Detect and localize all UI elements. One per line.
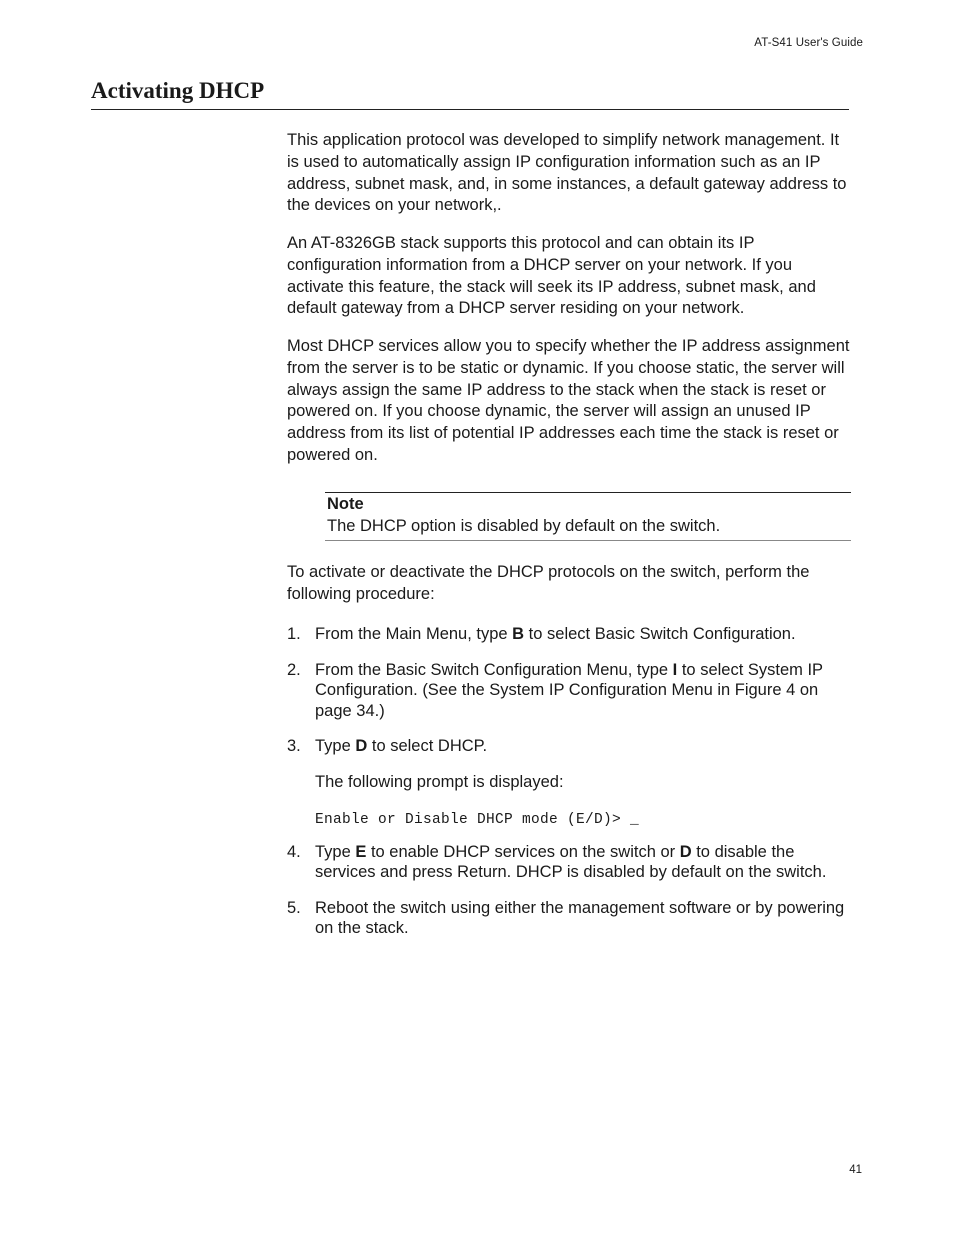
key-letter: E: [355, 843, 367, 861]
step-text: Reboot the switch using either the management software or by powering on the stack.: [315, 899, 845, 938]
paragraph-static-dynamic: Most DHCP services allow you to specify whether the IP address assignment from the server is to be static or dynamic. If you choose static, the server will always assign the same IP address to the stack when the stack is reset or powered on. If you choose dynamic, the server will assign an unused IP address from its list of potential IP addresses each time the stack is reset or powered on.: [287, 337, 850, 464]
paragraph-stack-support: An AT-8326GB stack supports this protocol and can obtain its IP configuration information from a DHCP server on your network. If you activate this feature, the stack will seek its IP address, subnet mask, and default gateway from a DHCP server residing on your network.: [287, 234, 816, 318]
note-label: Note: [327, 495, 364, 513]
key-letter: I: [672, 661, 678, 679]
key-letter: D: [679, 843, 692, 861]
note-text: The DHCP option is disabled by default on the switch.: [327, 516, 721, 535]
prompt-code: Enable or Disable DHCP mode (E/D)> _: [315, 812, 640, 828]
step-number: 4.: [287, 843, 301, 861]
key-letter: D: [355, 737, 368, 755]
step-number: 5.: [287, 899, 301, 917]
paragraph-procedure-intro: To activate or deactivate the DHCP protocols on the switch, perform the following procedure:: [287, 563, 810, 603]
paragraph-intro: This application protocol was developed to simplify network management. It is used to automatically assign IP configuration information such as an IP address, subnet mask, and, in some instances, a default gateway address to the devices on your network,.: [287, 131, 847, 215]
section-title: Activating DHCP: [91, 78, 265, 103]
running-header: AT-S41 User's Guide: [754, 37, 863, 49]
step-number: 2.: [287, 661, 301, 679]
page-number: 41: [849, 1164, 862, 1176]
step-text: From the Basic Switch Configuration Menu, type I to select System IP Configuration. (See the System IP Configuration Menu in Figure 4 on page 34.): [315, 661, 823, 720]
title-rule: [91, 109, 849, 110]
step-text: Type E to enable DHCP services on the switch or D to disable the services and press Return. DHCP is disabled by default on the switch.: [315, 843, 827, 882]
step-number: 3.: [287, 737, 301, 755]
step-3-subtext: The following prompt is displayed:: [315, 773, 564, 791]
step-number: 1.: [287, 625, 301, 643]
step-text: Type D to select DHCP.: [315, 737, 488, 755]
step-text: From the Main Menu, type B to select Basic Switch Configuration.: [315, 625, 796, 643]
note-box: [325, 492, 851, 541]
key-letter: B: [512, 625, 525, 643]
